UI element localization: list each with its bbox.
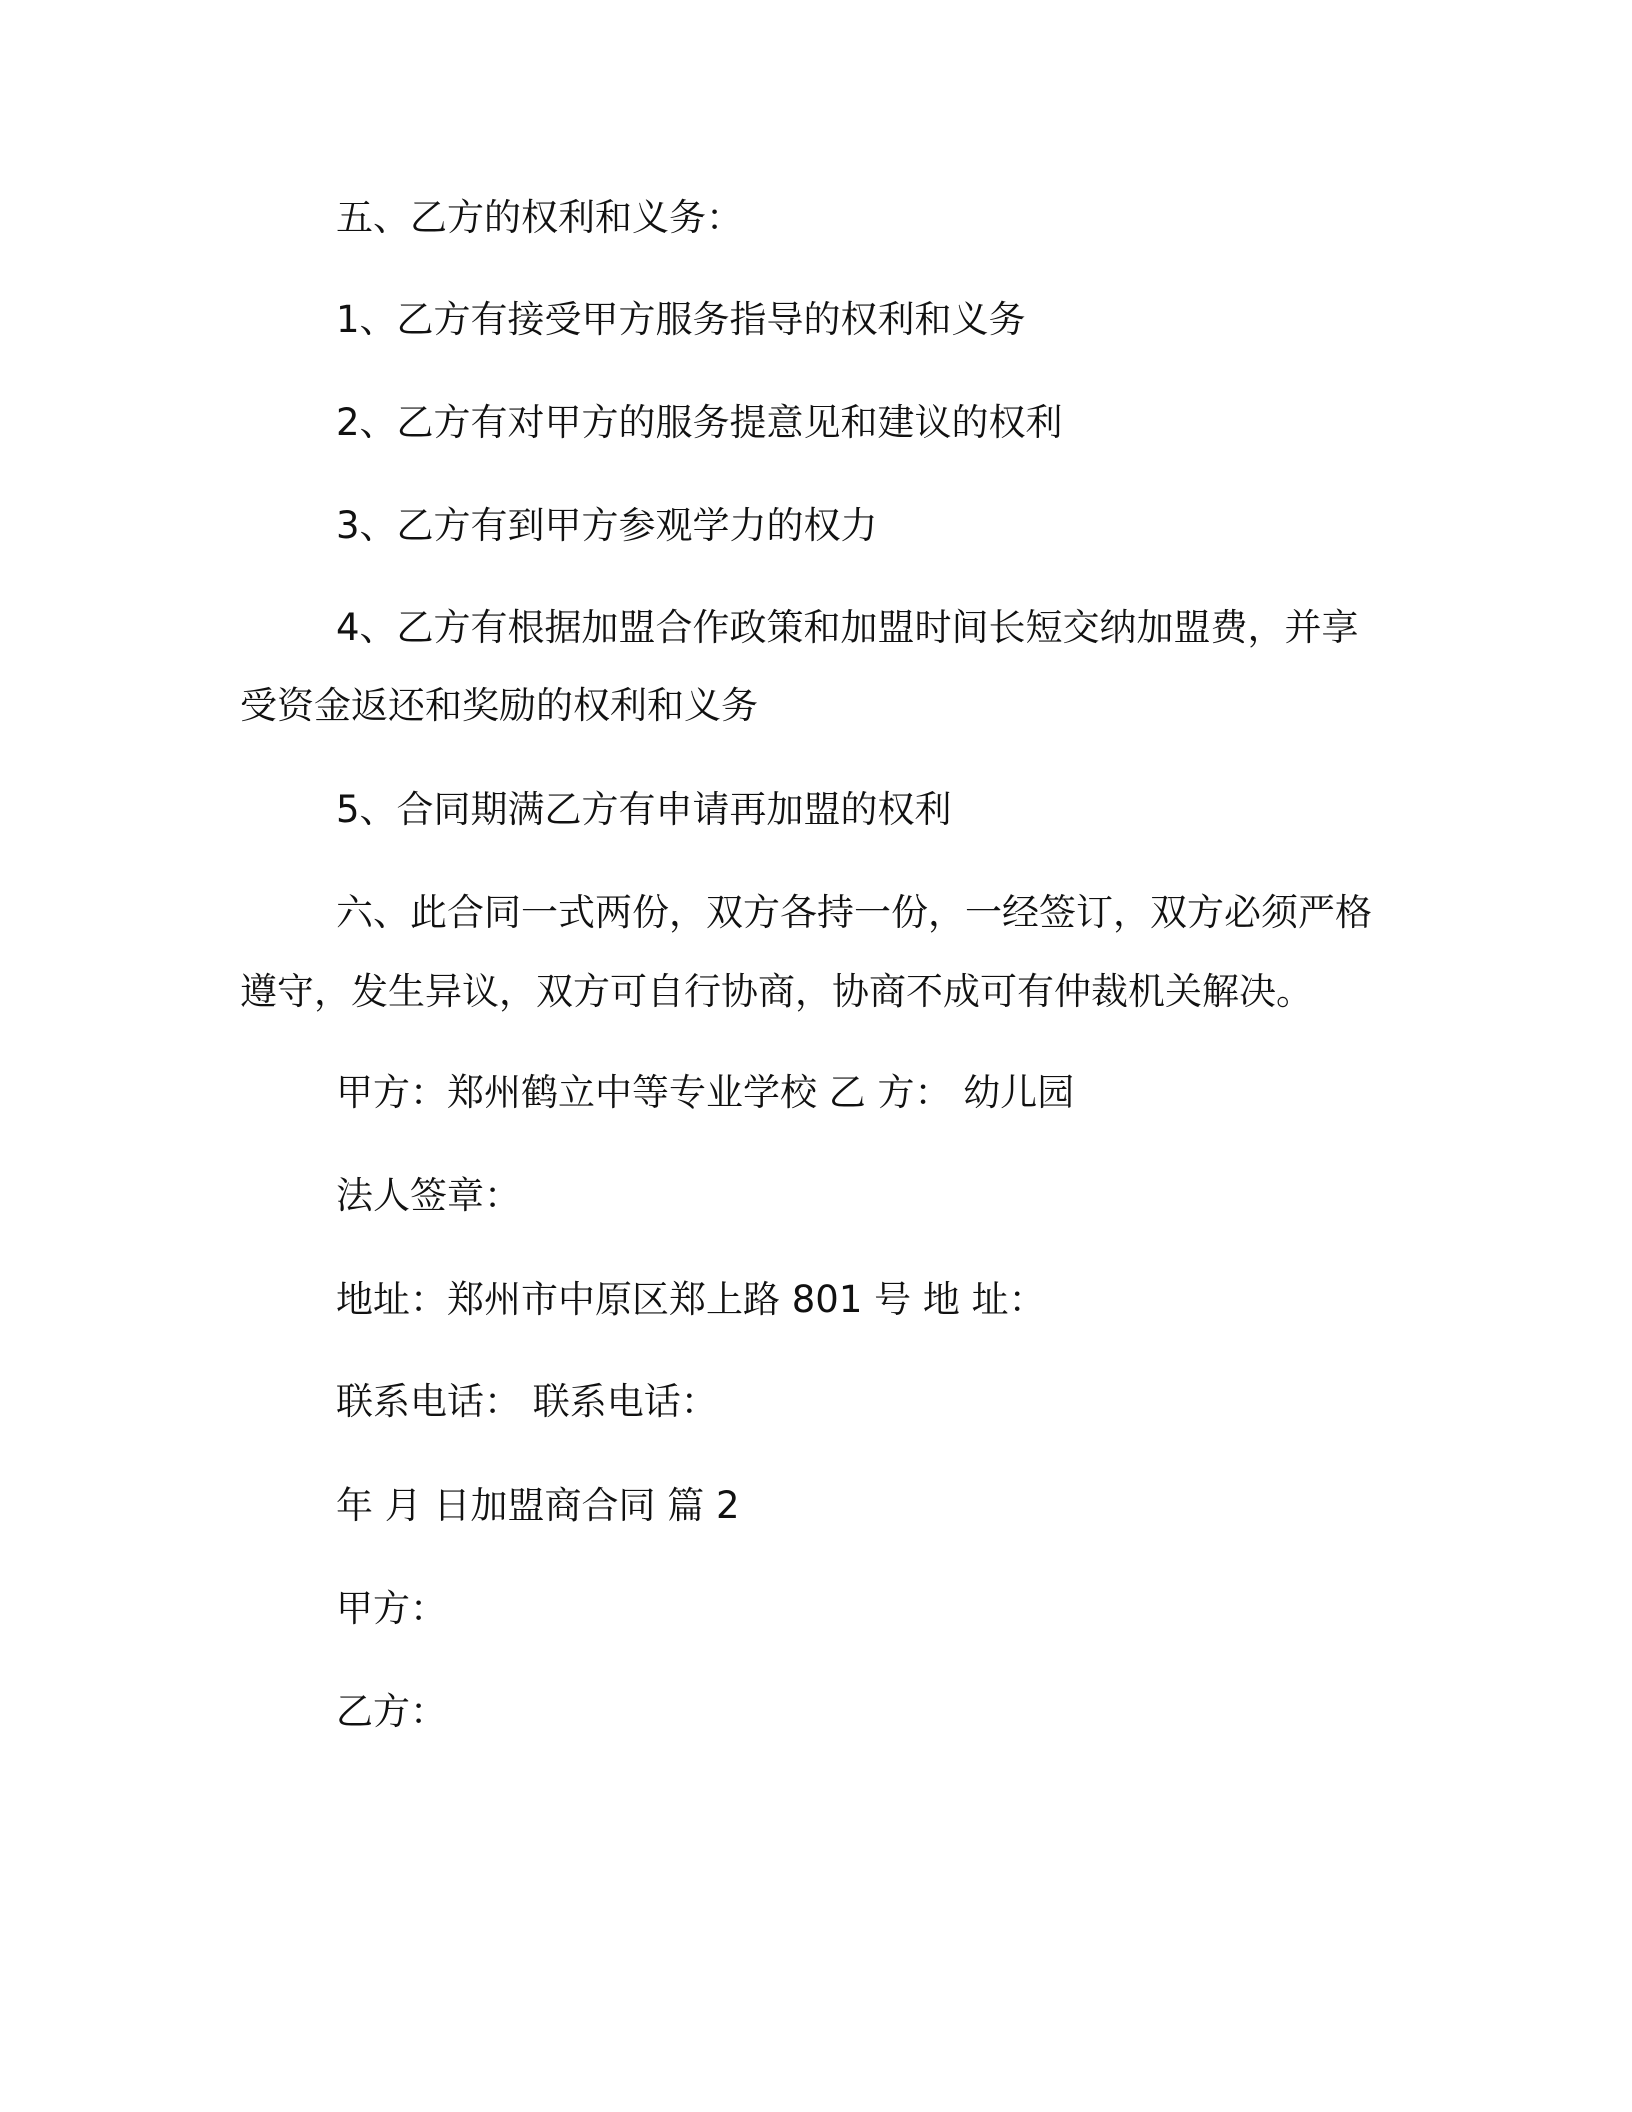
clause-item-4-line-1: 4、乙方有根据加盟合作政策和加盟时间长短交纳加盟费，并享 — [336, 606, 1359, 649]
section-heading-five: 五、乙方的权利和义务： — [336, 196, 743, 239]
party-b-label: 乙方： — [336, 1690, 447, 1733]
clause-item-1: 1、乙方有接受甲方服务指导的权利和义务 — [336, 298, 1026, 341]
clause-item-5: 5、合同期满乙方有申请再加盟的权利 — [336, 788, 952, 831]
clause-item-3: 3、乙方有到甲方参观学力的权力 — [336, 504, 878, 547]
address-line: 地址：郑州市中原区郑上路 801 号 地 址： — [336, 1278, 1046, 1321]
date-and-contract-2-heading: 年 月 日加盟商合同 篇 2 — [336, 1484, 740, 1527]
party-a-b-line: 甲方：郑州鹤立中等专业学校 乙 方： 幼儿园 — [336, 1071, 1075, 1114]
clause-item-2: 2、乙方有对甲方的服务提意见和建议的权利 — [336, 401, 1063, 444]
section-six-line-1: 六、此合同一式两份，双方各持一份，一经签订，双方必须严格 — [336, 891, 1372, 934]
legal-seal-line: 法人签章： — [336, 1174, 521, 1217]
section-six-line-2: 遵守，发生异议，双方可自行协商，协商不成可有仲裁机关解决。 — [240, 970, 1313, 1013]
phone-line: 联系电话： 联系电话： — [336, 1380, 718, 1423]
clause-item-4-line-2: 受资金返还和奖励的权利和义务 — [240, 684, 758, 727]
party-a-label: 甲方： — [336, 1587, 447, 1630]
